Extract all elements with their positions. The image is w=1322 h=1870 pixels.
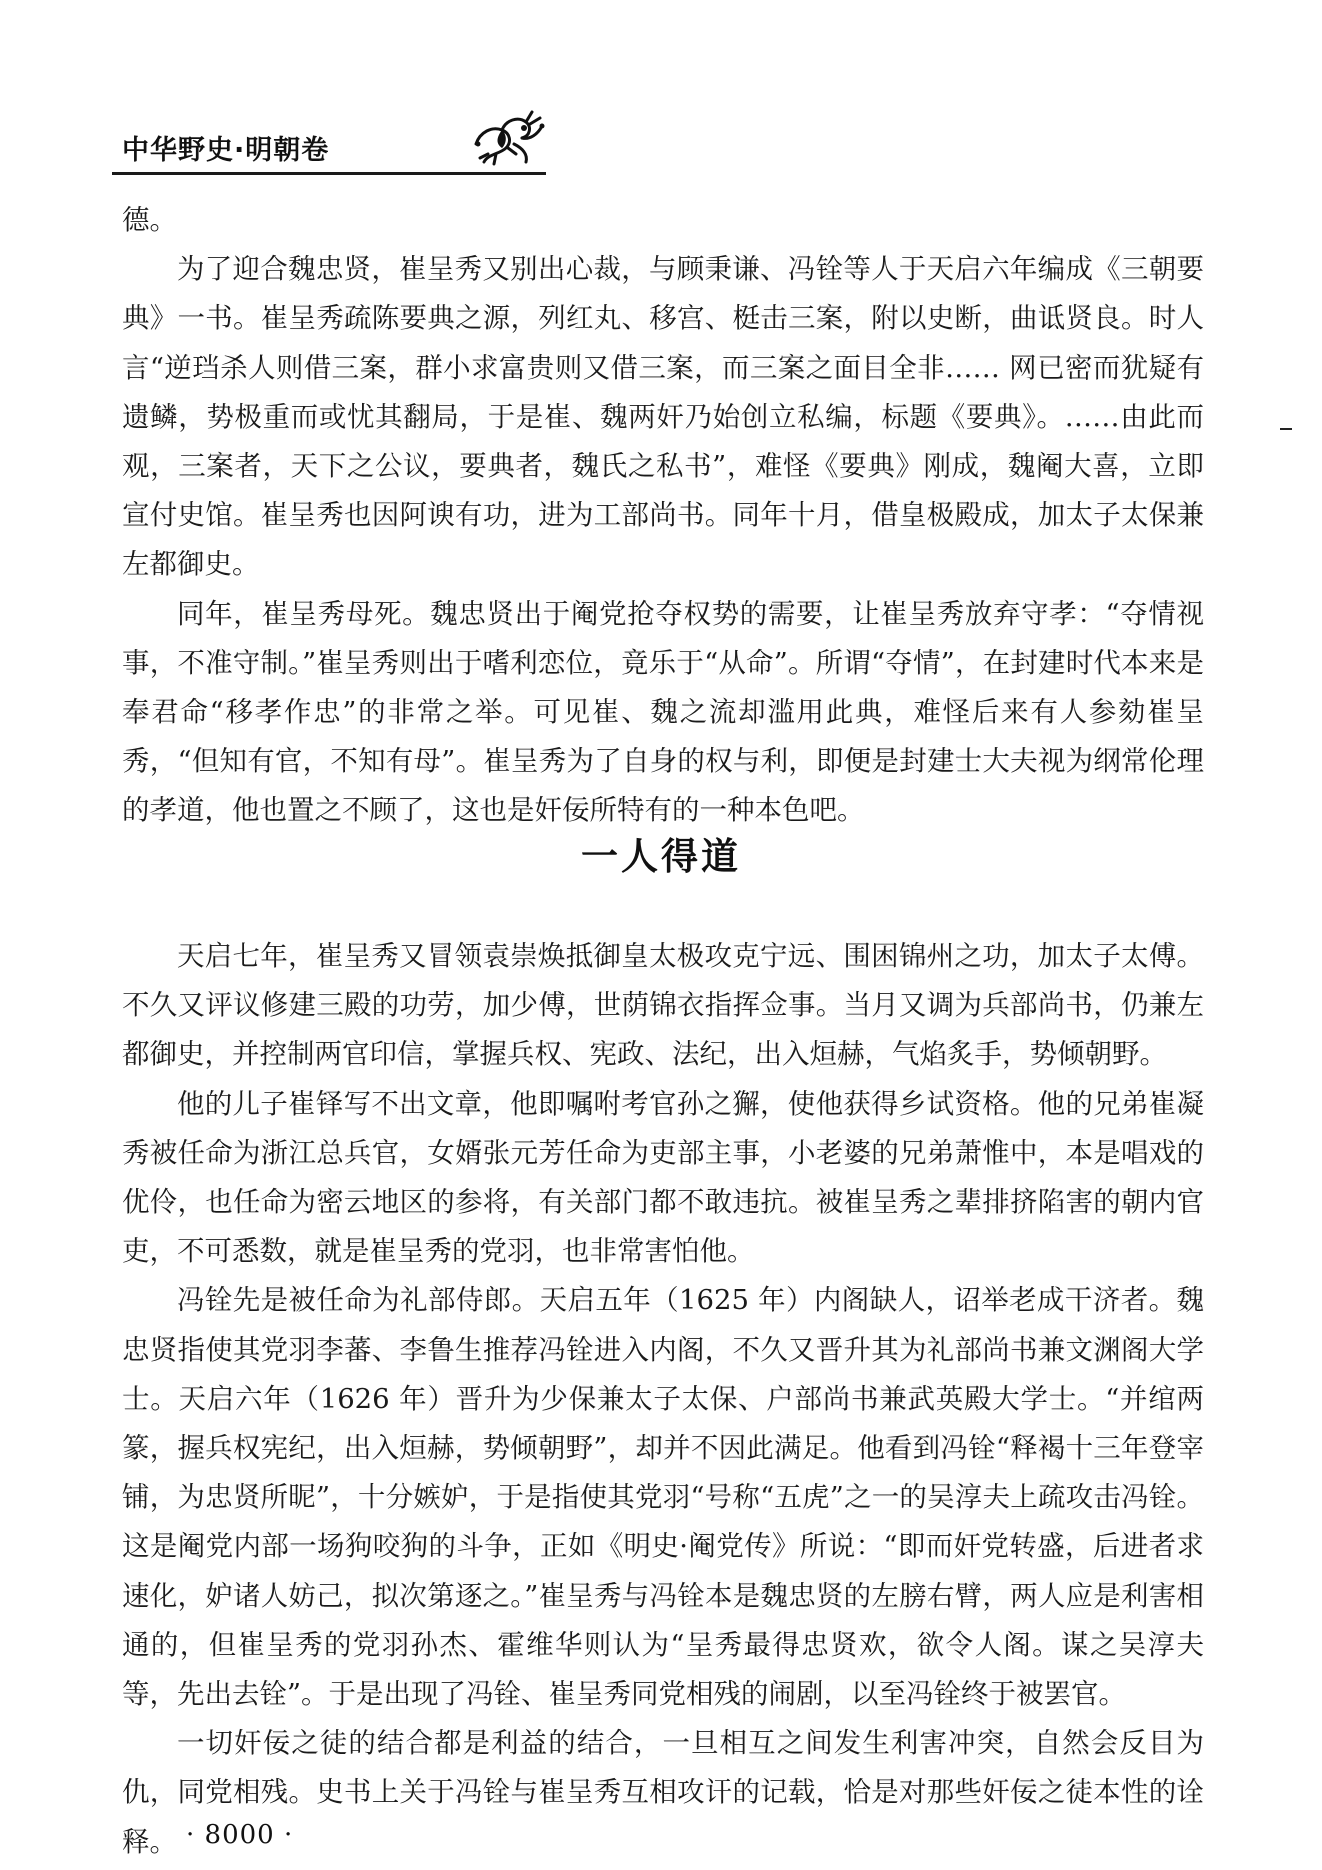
- paragraph: 天启七年，崔呈秀又冒领袁崇焕抵御皇太极攻克宁远、围困锦州之功，加太子太傅。不久又评议修建三殿的功劳，加少傅，世荫锦衣指挥佥事。当月又调为兵部尚书，仍兼左都御史，并控制两官印信，掌握兵权、宪政、法纪，出入烜赫，气焰炙手，势倾朝野。: [122, 940, 1204, 1071]
- paragraph: 为了迎合魏忠贤，崔呈秀又别出心裁，与顾秉谦、冯铨等人于天启六年编成《三朝要典》一书。崔呈秀疏陈要典之源，列红丸、移宫、梃击三案，附以史断，曲诋贤良。时人言“逆珰杀人则借三案，群小求富贵则又借三案，而三案之面目全非…… 网已密而犹疑有遗鳞，势极重而或忧其翻局，于是崔、魏两奸乃始创立私编，标题《要典》。……由此而观，三案者，天下之公议，要典者，魏氏之私书”，难怪《要典》刚成，魏阉大喜，立即宣付史馆。崔呈秀也因阿谀有功，进为工部尚书。同年十月，借皇极殿成，加太子太保兼左都御史。: [122, 253, 1204, 581]
- running-header-title: 中华野史·明朝卷: [122, 135, 330, 166]
- paragraph: 同年，崔呈秀母死。魏忠贤出于阉党抢夺权势的需要，让崔呈秀放弃守孝：“夺情视事，不准守制。”崔呈秀则出于嗜利恋位，竟乐于“从命”。所谓“夺情”，在封建时代本来是奉君命“移孝作忠”的非常之举。可见崔、魏之流却滥用此典，难怪后来有人参劾崔呈秀，“但知有官，不知有母”。崔呈秀为了自身的权与利，即便是封建士大夫视为纲常伦理的孝道，他也置之不顾了，这也是奸佞所特有的一种本色吧。: [122, 597, 1204, 827]
- margin-mark: [1280, 428, 1292, 430]
- header-rule: [112, 172, 546, 175]
- paragraph: 他的儿子崔铎写不出文章，他即嘱咐考官孙之獬，使他获得乡试资格。他的兄弟崔凝秀被任命为浙江总兵官，女婿张元芳任命为吏部主事，小老婆的兄弟萧惟中，本是唱戏的优伶，也任命为密云地区的参将，有关部门都不敢违抗。被崔呈秀之辈排挤陷害的朝内官吏，不可悉数，就是崔呈秀的党羽，也非常害怕他。: [122, 1087, 1204, 1268]
- body-text-top: [122, 196, 1204, 836]
- paragraph: 一切奸佞之徒的结合都是利益的结合，一旦相互之间发生利害冲突，自然会反目为仇，同党相残。史书上关于冯铨与崔呈秀互相攻讦的记载，恰是对那些奸佞之徒本性的诠释。: [122, 1727, 1204, 1858]
- paragraph: 冯铨先是被任命为礼部侍郎。天启五年（1625 年）内阁缺人，诏举老成干济者。魏忠贤指使其党羽李蕃、李鲁生推荐冯铨进入内阁，不久又晋升其为礼部尚书兼文渊阁大学士。天启六年（1626 年）晋升为少保兼太子太保、户部尚书兼武英殿大学士。“并绾两篆，握兵权宪纪，出入烜赫，势倾朝野”，却并不因此满足。他看到冯铨“释褐十三年登宰铺，为忠贤所昵”，十分嫉妒，于是指使其党羽“号称“五虎”之一的吴淳夫上疏攻击冯铨。这是阉党内部一场狗咬狗的斗争，正如《明史·阉党传》所说：“即而奸党转盛，后进者求速化，妒诸人妨己，拟次第逐之。”崔呈秀与冯铨本是魏忠贤的左膀右臂，两人应是利害相通的，但崔呈秀的党羽孙杰、霍维华则认为“呈秀最得忠贤欢，欲令人阁。谋之吴淳夫等，先出去铨”。于是出现了冯铨、崔呈秀同党相残的闹剧，以至冯铨终于被罢官。: [122, 1284, 1204, 1711]
- dragon-icon: [466, 104, 552, 170]
- section-title: 一人得道: [581, 835, 741, 878]
- page-number: · 8000 ·: [186, 1820, 294, 1850]
- paragraph: 德。: [122, 204, 177, 236]
- body-text-bottom: [122, 932, 1204, 1867]
